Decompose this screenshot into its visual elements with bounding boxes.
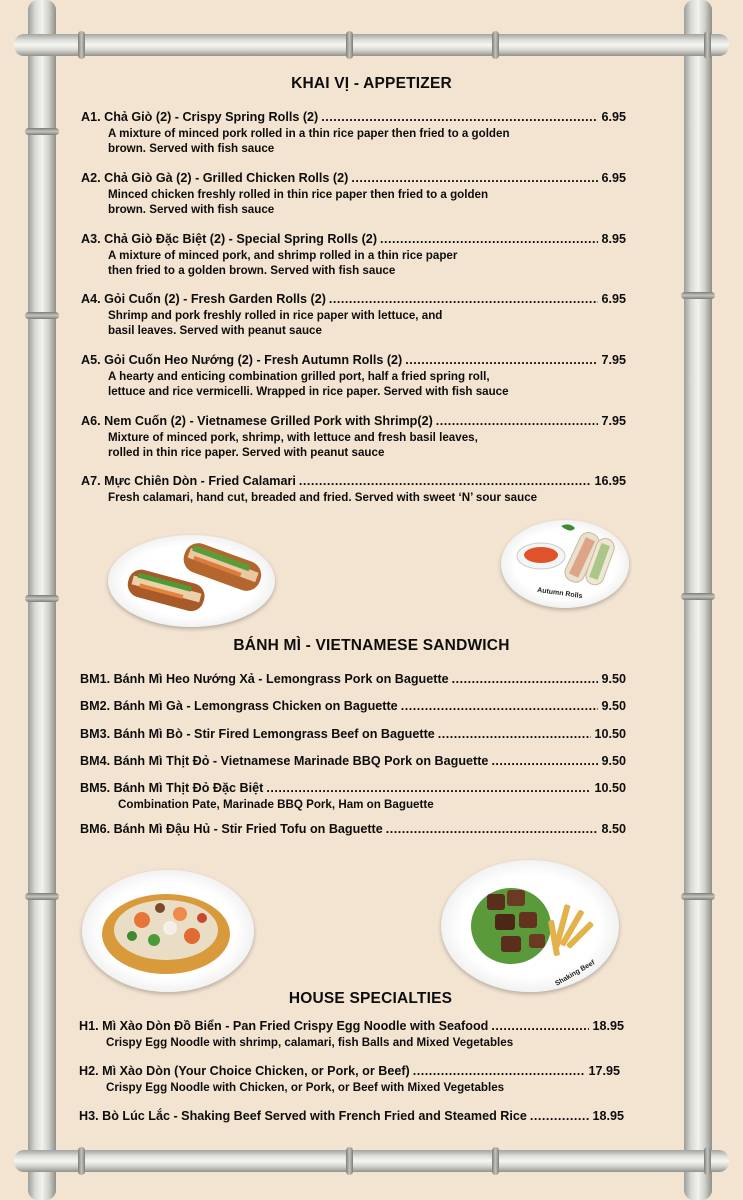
item-name: A7. Mực Chiên Dòn - Fried Calamari [81, 474, 296, 488]
item-name: A4. Gỏi Cuốn (2) - Fresh Garden Rolls (2) [81, 292, 326, 306]
item-description: Combination Pate, Marinade BBQ Pork, Ham on Baguette [118, 797, 434, 811]
item-description: A hearty and enticing combination grilled port, half a fried spring roll, lettuce and rice vermicelli. Wrapped in rice paper. Served with fish sauce [108, 369, 509, 398]
item-name: H2. Mì Xào Dòn (Your Choice Chicken, or Pork, or Beef) [79, 1064, 410, 1078]
item-price: 9.50 [601, 754, 626, 768]
autumn-rolls-photo [501, 520, 629, 608]
item-price: 18.95 [592, 1019, 624, 1033]
item-name: BM5. Bánh Mì Thịt Đỏ Đặc Biệt [80, 781, 264, 795]
item-name: A6. Nem Cuốn (2) - Vietnamese Grilled Pork with Shrimp(2) [81, 414, 433, 428]
item-name: BM2. Bánh Mì Gà - Lemongrass Chicken on Baguette [80, 699, 398, 713]
item-description: Crispy Egg Noodle with Chicken, or Pork, or Beef with Mixed Vegetables [106, 1080, 505, 1094]
menu-item-a3 [81, 232, 626, 278]
item-description: Fresh calamari, hand cut, breaded and fried. Served with sweet ‘N’ sour sauce [108, 490, 538, 504]
shaking-beef-photo [441, 860, 619, 992]
shaking-beef-illustration [441, 860, 619, 992]
item-price: 10.50 [594, 781, 626, 795]
menu-item-a2 [81, 171, 626, 217]
item-price: 7.95 [601, 353, 626, 367]
menu-item-bm4 [80, 754, 626, 770]
item-name: BM6. Bánh Mì Đậu Hủ - Stir Fried Tofu on Baguette [80, 822, 383, 836]
item-name: BM3. Bánh Mì Bò - Stir Fired Lemongrass Beef on Baguette [80, 727, 435, 741]
menu-item-a7 [81, 474, 626, 505]
menu-item-bm3 [80, 727, 626, 743]
item-price: 6.95 [601, 292, 626, 306]
crispy-noodle-illustration [82, 870, 254, 992]
item-description: Mixture of minced pork, shrimp, with lettuce and fresh basil leaves, rolled in thin rice paper. Served with peanut sauce [108, 430, 478, 459]
item-price: 16.95 [594, 474, 626, 488]
autumn-rolls-label: Autumn Rolls [536, 586, 583, 601]
bamboo-frame-bottom [14, 1150, 729, 1172]
item-price: 18.95 [592, 1109, 624, 1123]
item-name: A2. Chả Giò Gà (2) - Grilled Chicken Rolls (2) [81, 171, 349, 185]
menu-item-a6 [81, 414, 626, 460]
item-name: BM1. Bánh Mì Heo Nướng Xả - Lemongrass Pork on Baguette [80, 672, 449, 686]
item-name: A1. Chả Giò (2) - Crispy Spring Rolls (2) [81, 110, 319, 124]
item-price: 17.95 [588, 1064, 620, 1078]
item-name: A3. Chả Giò Đặc Biệt (2) - Special Spring Rolls (2) [81, 232, 378, 246]
menu-item-bm1 [80, 672, 626, 688]
menu-item-a1 [81, 110, 626, 156]
banh-mi-illustration [108, 535, 275, 627]
item-price: 9.50 [601, 672, 626, 686]
bamboo-frame-right [684, 0, 712, 1200]
item-description: Crispy Egg Noodle with shrimp, calamari, fish Balls and Mixed Vegetables [106, 1035, 514, 1049]
item-description: A mixture of minced pork rolled in a thin rice paper then fried to a golden brown. Served with fish sauce [108, 126, 510, 155]
item-price: 8.50 [601, 822, 626, 836]
appetizer-title: KHAI VỊ - APPETIZER [291, 75, 452, 92]
item-price: 6.95 [601, 171, 626, 185]
item-name: H3. Bò Lúc Lắc - Shaking Beef Served with French Fried and Steamed Rice [79, 1109, 527, 1123]
shaking-beef-label: Shaking Beef [554, 959, 597, 988]
banh-mi-photo [108, 535, 275, 627]
menu-item-bm5 [80, 781, 626, 812]
bamboo-frame-left [28, 0, 56, 1200]
item-price: 9.50 [601, 699, 626, 713]
sandwich-title: BÁNH MÌ - VIETNAMESE SANDWICH [233, 637, 510, 654]
menu-item-bm2 [80, 699, 626, 715]
menu-item-a4 [81, 292, 626, 338]
menu-item-h2 [79, 1064, 620, 1095]
item-description: Shrimp and pork freshly rolled in rice paper with lettuce, and basil leaves. Served with peanut sauce [108, 308, 443, 337]
item-price: 7.95 [601, 414, 626, 428]
item-price: 6.95 [601, 110, 626, 124]
menu-item-bm6 [80, 822, 626, 838]
menu-item-h1 [79, 1019, 624, 1050]
bamboo-frame-top [14, 34, 729, 56]
item-price: 10.50 [594, 727, 626, 741]
item-description: Minced chicken freshly rolled in thin rice paper then fried to a golden brown. Served with fish sauce [108, 187, 489, 216]
crispy-noodle-photo [82, 870, 254, 992]
item-name: BM4. Bánh Mì Thịt Đỏ - Vietnamese Marinade BBQ Pork on Baguette [80, 754, 489, 768]
item-description: A mixture of minced pork, and shrimp rolled in a thin rice paper then fried to a golden brown. Served with fish sauce [108, 248, 458, 277]
menu-item-h3 [79, 1109, 624, 1125]
item-name: A5. Gỏi Cuốn Heo Nướng (2) - Fresh Autumn Rolls (2) [81, 353, 403, 367]
menu-item-a5 [81, 353, 626, 399]
item-price: 8.95 [601, 232, 626, 246]
house-title: HOUSE SPECIALTIES [288, 990, 453, 1007]
item-name: H1. Mì Xào Dòn Đồ Biển - Pan Fried Crispy Egg Noodle with Seafood [79, 1019, 489, 1033]
